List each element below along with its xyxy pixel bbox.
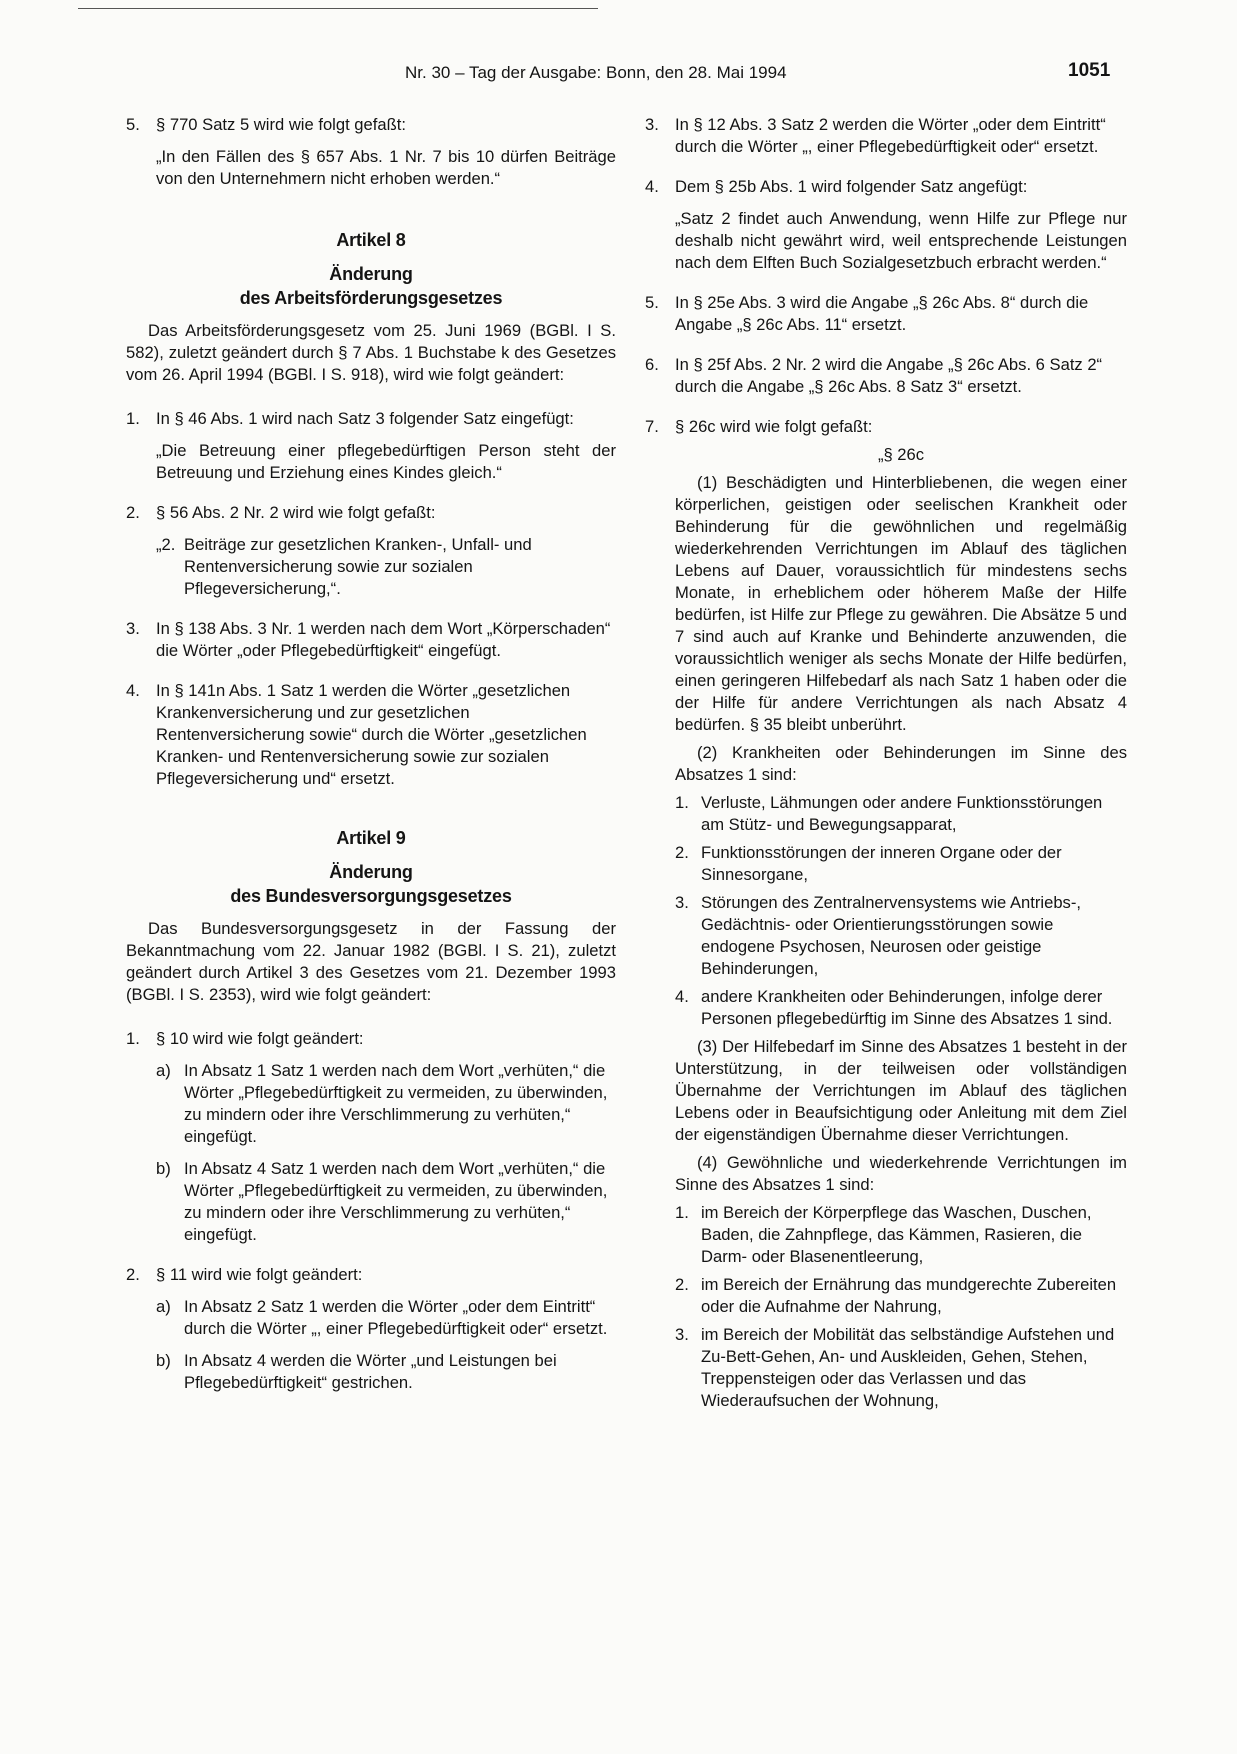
article-8-heading: [126, 228, 616, 310]
quote-number: „2.: [156, 535, 176, 554]
item-number: 4.: [645, 177, 659, 196]
sub-item: [156, 1158, 616, 1246]
sub-item: [156, 1296, 616, 1340]
item-number: 2.: [126, 503, 140, 522]
item-number: 6.: [645, 355, 659, 374]
list-item: [645, 292, 1127, 336]
running-title: Nr. 30 – Tag der Ausgabe: Bonn, den 28. Mai 1994: [405, 63, 787, 82]
item-number: 5.: [645, 293, 659, 312]
item-number: 2.: [126, 1265, 140, 1284]
item-quote: „Satz 2 findet auch Anwendung, wenn Hilfe zur Pflege nur deshalb nicht gewährt wird, weil entsprechende Leistungen nach dem Elften Buch Sozialgesetzbuch erbracht werden.“: [675, 209, 1127, 272]
sub-item: [156, 1350, 616, 1394]
item-number: 1.: [675, 793, 689, 812]
list-item: [675, 792, 1127, 836]
item-number: 4.: [126, 681, 140, 700]
item-quote: „Die Betreuung einer pflegebedürftigen Person steht der Betreuung und Erziehung eines Kindes gleich.“: [156, 441, 616, 482]
sub-item-number: b): [156, 1351, 171, 1370]
article-subtitle-1: Änderung: [329, 862, 413, 882]
list-item: [126, 680, 616, 790]
sub-item: [156, 1060, 616, 1148]
article-intro: Das Arbeitsförderungsgesetz vom 25. Juni 1969 (BGBl. I S. 582), zuletzt geändert durch § 7 Abs. 1 Buchstabe k des Gesetzes vom 26. April 1994 (BGBl. I S. 918), wird wie folgt geändert:: [126, 321, 616, 384]
item-text: In § 138 Abs. 3 Nr. 1 werden nach dem Wort „Körperschaden“ die Wörter „oder Pflegebedürftigkeit“ eingefügt.: [156, 619, 611, 660]
list-item: [675, 892, 1127, 980]
right-column: [645, 114, 1127, 1412]
item-text: Verluste, Lähmungen oder andere Funktionsstörungen am Stütz- und Bewegungsapparat,: [701, 793, 1103, 834]
sub-item-text: In Absatz 1 Satz 1 werden nach dem Wort „verhüten,“ die Wörter „Pflegebedürftigkeit zu vermeiden, zu überwinden, zu mindern oder ihre Verschlimmerung zu verhüten,“ eingefügt.: [184, 1061, 608, 1146]
item-text: In § 141n Abs. 1 Satz 1 werden die Wörter „gesetzlichen Krankenversicherung und zur gesetzlichen Rentenversicherung sowie“ durch die Wörter „gesetzlichen Kranken- und Rentenversicherung sowie zur sozialen Pflegeversicherung und“ ersetzt.: [156, 681, 587, 788]
article-subtitle-2: des Arbeitsförderungsgesetzes: [239, 288, 503, 308]
running-header: [0, 62, 1120, 88]
item-number: 1.: [126, 409, 140, 428]
sub-item-number: a): [156, 1061, 171, 1080]
item-text: In § 25e Abs. 3 wird die Angabe „§ 26c Abs. 8“ durch die Angabe „§ 26c Abs. 11“ ersetzt.: [675, 293, 1089, 334]
list-item: [675, 842, 1127, 886]
list-item: [126, 1028, 616, 1246]
item-number: 3.: [675, 893, 689, 912]
list-item: [675, 1324, 1127, 1412]
sub-item-number: b): [156, 1159, 171, 1178]
list-item: [126, 502, 616, 600]
article-subtitle-1: Änderung: [329, 264, 413, 284]
article-intro: Das Bundesversorgungsgesetz in der Fassung der Bekanntmachung vom 22. Januar 1982 (BGBl. I S. 21), zuletzt geändert durch Artikel 3 des Gesetzes vom 21. Dezember 1993 (BGBl. I S. 2353), wird wie folgt geändert:: [126, 919, 616, 1004]
item-text: andere Krankheiten oder Behinderungen, infolge derer Personen pflegebedürftig im Sinne des Absatzes 1 sind.: [701, 987, 1113, 1028]
paragraph-4: (4) Gewöhnliche und wiederkehrende Verrichtungen im Sinne des Absatzes 1 sind:: [675, 1153, 1127, 1194]
item-number: 3.: [645, 115, 659, 134]
list-item: [645, 114, 1127, 158]
section-title: „§ 26c: [877, 445, 925, 464]
sub-item-text: In Absatz 4 werden die Wörter „und Leistungen bei Pflegebedürftigkeit“ gestrichen.: [184, 1351, 557, 1392]
item-number: 1.: [675, 1203, 689, 1222]
item-number: 3.: [675, 1325, 689, 1344]
list-item: [126, 114, 616, 190]
list-item: [675, 986, 1127, 1030]
list-item: [675, 1274, 1127, 1318]
item-text: Dem § 25b Abs. 1 wird folgender Satz angefügt:: [675, 177, 1028, 196]
list-item: [126, 618, 616, 662]
article-9-heading: [126, 826, 616, 908]
list-item: [675, 1202, 1127, 1268]
item-text: § 56 Abs. 2 Nr. 2 wird wie folgt gefaßt:: [156, 503, 436, 522]
item-number: 3.: [126, 619, 140, 638]
item-quote: „In den Fällen des § 657 Abs. 1 Nr. 7 bis 10 dürfen Beiträge von den Unternehmern nicht erhoben werden.“: [156, 147, 616, 188]
item-text: § 770 Satz 5 wird wie folgt gefaßt:: [156, 115, 406, 134]
item-number: 7.: [645, 417, 659, 436]
item-text: § 26c wird wie folgt gefaßt:: [675, 417, 873, 436]
sub-item-number: a): [156, 1297, 171, 1316]
top-rule: [78, 8, 598, 9]
item-number: 5.: [126, 115, 140, 134]
item-number: 1.: [126, 1029, 140, 1048]
paragraph-2: (2) Krankheiten oder Behinderungen im Sinne des Absatzes 1 sind:: [675, 743, 1127, 784]
item-text: im Bereich der Mobilität das selbständige Aufstehen und Zu-Bett-Gehen, An- und Auskleiden, Gehen, Stehen, Treppensteigen oder das Verlassen und das Wiederaufsuchen der Wohnung,: [701, 1325, 1115, 1410]
item-number: 2.: [675, 843, 689, 862]
list-item: [126, 408, 616, 484]
paragraph-1: (1) Beschädigten und Hinterbliebenen, die wegen einer körperlichen, geistigen oder seelischen Krankheit oder Behinderung für die gewöhnlichen und regelmäßig wiederkehrenden Verrichtungen im Ablauf des täglichen Lebens auf Dauer, voraussichtlich für mindestens sechs Monate, in erheblichem oder höherem Maße der Hilfe bedürfen, ist Hilfe zur Pflege zu gewähren. Die Absätze 5 und 7 sind auch auf Kranke und Behinderte anzuwenden, die voraussichtlich weniger als sechs Monate der Hilfe bedürfen, einen geringeren Hilfebedarf als nach Satz 1 haben oder die der Hilfe für andere Verrichtungen als nach Absatz 4 bedürfen. § 35 bleibt unberührt.: [675, 473, 1127, 734]
item-text: § 10 wird wie folgt geändert:: [156, 1029, 364, 1048]
item-number: 2.: [675, 1275, 689, 1294]
article-title: Artikel 9: [336, 828, 406, 848]
article-title: Artikel 8: [336, 230, 406, 250]
page-number: 1051: [1068, 60, 1111, 81]
list-item: [645, 176, 1127, 274]
item-text: im Bereich der Ernährung das mundgerechte Zubereiten oder die Aufnahme der Nahrung,: [701, 1275, 1117, 1316]
sub-item-text: In Absatz 4 Satz 1 werden nach dem Wort „verhüten,“ die Wörter „Pflegebedürftigkeit zu vermeiden, zu überwinden, zu mindern oder ihre Verschlimmerung zu verhüten,“ eingefügt.: [184, 1159, 608, 1244]
item-text: In § 25f Abs. 2 Nr. 2 wird die Angabe „§ 26c Abs. 6 Satz 2“ durch die Angabe „§ 26c Abs. 8 Satz 3“ ersetzt.: [675, 355, 1103, 396]
item-text: Störungen des Zentralnervensystems wie Antriebs-, Gedächtnis- oder Orientierungsstörungen sowie endogene Psychosen, Neurosen oder geistige Behinderungen,: [701, 893, 1081, 978]
sub-item-text: In Absatz 2 Satz 1 werden die Wörter „oder dem Eintritt“ durch die Wörter „, einer Pflegebedürftigkeit oder“ ersetzt.: [184, 1297, 608, 1338]
list-item: [645, 354, 1127, 398]
left-column: [126, 114, 616, 1412]
item-text: § 11 wird wie folgt geändert:: [156, 1265, 363, 1284]
item-text: In § 12 Abs. 3 Satz 2 werden die Wörter „oder dem Eintritt“ durch die Wörter „, einer Pflegebedürftigkeit oder“ ersetzt.: [675, 115, 1106, 156]
paragraph-3: (3) Der Hilfebedarf im Sinne des Absatzes 1 besteht in der Unterstützung, in der teilweisen oder vollständigen Übernahme der Verrichtungen im Ablauf des täglichen Lebens oder in Beaufsichtigung oder Anleitung mit dem Ziel der eigenständigen Übernahme dieser Verrichtungen.: [675, 1037, 1127, 1144]
item-text: im Bereich der Körperpflege das Waschen, Duschen, Baden, die Zahnpflege, das Kämmen, Rasieren, die Darm- oder Blasenentleerung,: [701, 1203, 1092, 1266]
item-text: Funktionsstörungen der inneren Organe oder der Sinnesorgane,: [701, 843, 1062, 884]
quote-text: Beiträge zur gesetzlichen Kranken-, Unfall- und Rentenversicherung sowie zur sozialen Pflegeversicherung,“.: [184, 535, 532, 598]
item-text: In § 46 Abs. 1 wird nach Satz 3 folgender Satz eingefügt:: [156, 409, 574, 428]
list-item: [645, 416, 1127, 1412]
list-item: [126, 1264, 616, 1394]
article-subtitle-2: des Bundesversorgungsgesetzes: [230, 886, 512, 906]
item-quote: [156, 534, 616, 600]
item-number: 4.: [675, 987, 689, 1006]
